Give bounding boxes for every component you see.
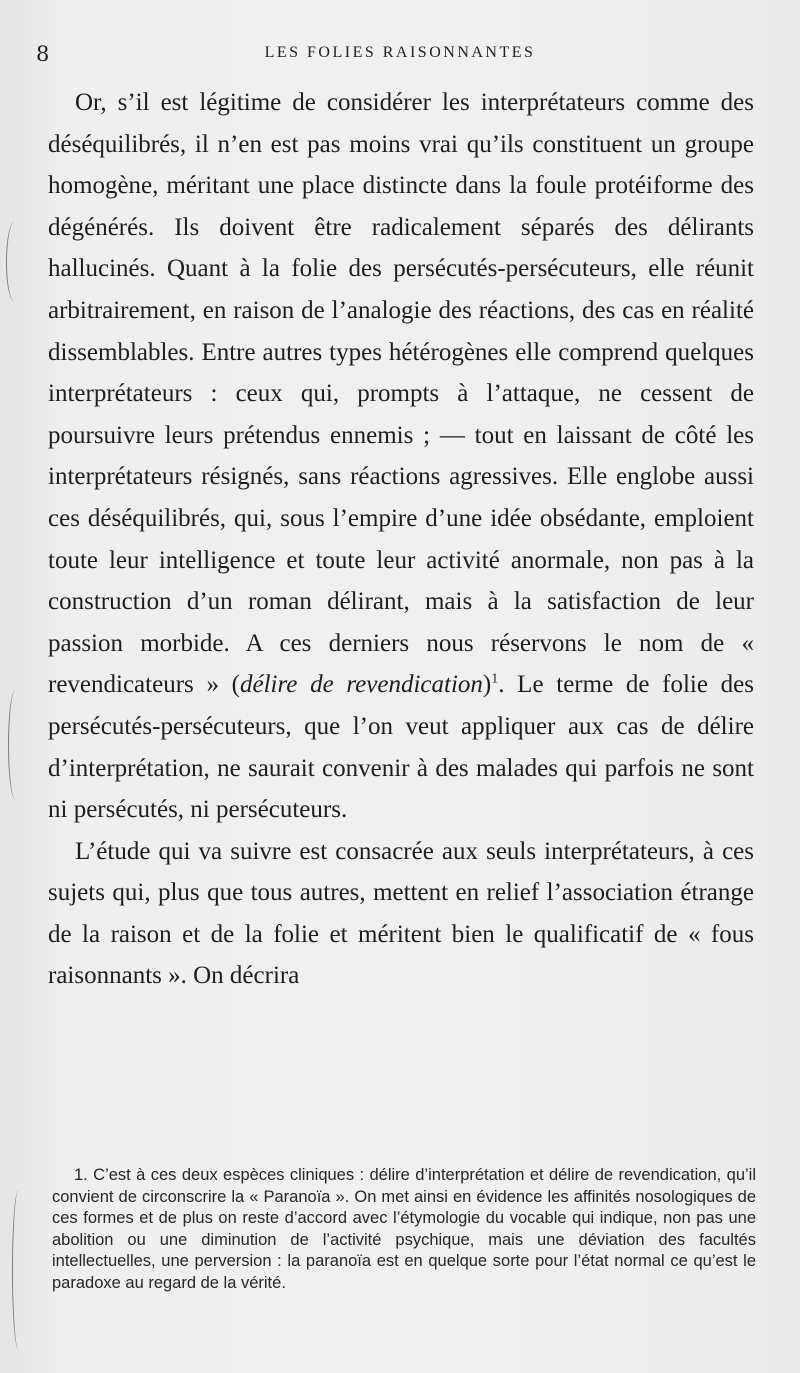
closing-paren: ) [482,671,492,699]
paragraph-1-text: Or, s’il est légitime de considérer les interprétateurs comme des déséquilibrés, il n’en est pas moins vrai qu’ils constituent un groupe homogène, méritant une place distincte dans la foule protéiforme des dégénérés. Ils doivent être radicalement séparés des délirants hallucinés. Quant à la folie des persécutés-persécuteurs, elle réunit arbitrairement, en raison de l’analogie des réactions, des cas en réalité dissemblables. Entre autres types hétérogènes elle comprend quelques interprétateurs : ceux qui, prompts à l’attaque, ne cessent de poursuivre leurs prétendus ennemis ; — tout en laissant de côté les interprétateurs résignés, sans réactions agressives. Elle englobe aussi ces déséquilibrés, qui, sous l’empire d’une idée obsédante, emploient toute leur intelligence et toute leur activité anormale, non pas à la construction d’un roman délirant, mais à la satisfaction de leur passion morbide. A ces derniers nous réservons le nom de « revendicateurs » ( [48,89,754,699]
paragraph-1 [48,82,754,831]
page-number: 8 [36,42,50,66]
footnote [52,1165,756,1294]
footnote-reference: 1 [491,671,499,687]
footnote-text: 1. C’est à ces deux espèces cliniques : délire d’interprétation et délire de revendication, qu’il convient de circonscrire la « Paranoïa ». On met ainsi en évidence les affinités nosologiques de ces formes et de plus on reste d’accord avec l’étymologie du vocable qui indique, non pas une abolition ou une diminution de l’activité psychique, mais une déviation des facultés intellectuelles, une perversion : la paranoïa est en quelque sorte pour l’état normal ce qu’est le paradoxe au regard de la vérité. [52,1166,756,1292]
body-text [48,82,754,997]
paragraph-2: L’étude qui va suivre est consacrée aux seuls interprétateurs, à ces sujets qui, plus que tous autres, mettent en relief l’association étrange de la raison et de la folie et méritent bien le qualificatif de « fous raisonnants ». On décrira [48,837,754,990]
margin-pencil-mark [6,222,23,302]
margin-pencil-mark [12,1190,25,1350]
margin-pencil-mark [8,690,23,800]
running-title: LES FOLIES RAISONNANTES [264,44,536,61]
italic-term: délire de revendication [239,671,483,699]
paragraph-1-continuation: . Le terme de folie des persécutés-persécuteurs, que l’on veut appliquer aux cas de délire d’interprétation, ne saurait convenir à des malades qui parfois ne sont ni persécutés, ni persécuteurs. [48,671,755,824]
